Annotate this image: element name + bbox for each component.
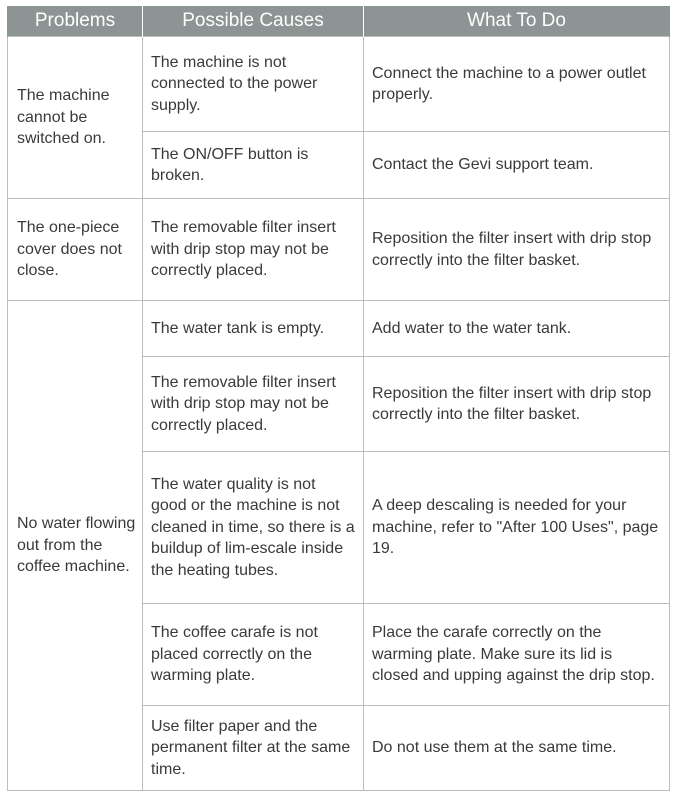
- action-cell: Contact the Gevi support team.: [364, 132, 670, 199]
- cause-cell: The removable filter insert with drip stop may not be correctly placed.: [143, 357, 364, 452]
- cause-cell: The water tank is empty.: [143, 301, 364, 357]
- action-cell: Place the carafe correctly on the warming plate. Make sure its lid is closed and upping against the drip stop.: [364, 604, 670, 706]
- problem-cell: The one-piece cover does not close.: [8, 199, 143, 301]
- table-row: [8, 37, 670, 132]
- action-cell: Reposition the filter insert with drip stop correctly into the filter basket.: [364, 357, 670, 452]
- header-what-to-do: What To Do: [364, 6, 670, 37]
- cause-cell: The removable filter insert with drip stop may not be correctly placed.: [143, 199, 364, 301]
- table-row: [8, 199, 670, 301]
- action-cell: Connect the machine to a power outlet properly.: [364, 37, 670, 132]
- action-cell: Reposition the filter insert with drip stop correctly into the filter basket.: [364, 199, 670, 301]
- table-row: [8, 301, 670, 357]
- problem-cell: The machine cannot be switched on.: [8, 37, 143, 199]
- header-problems: Problems: [8, 6, 143, 37]
- action-cell: Add water to the water tank.: [364, 301, 670, 357]
- table-header-row: [8, 6, 670, 37]
- action-cell: A deep descaling is needed for your machine, refer to "After 100 Uses", page 19.: [364, 452, 670, 604]
- cause-cell: The ON/OFF button is broken.: [143, 132, 364, 199]
- problem-cell: No water flowing out from the coffee machine.: [8, 301, 143, 791]
- cause-cell: The machine is not connected to the power supply.: [143, 37, 364, 132]
- troubleshooting-table: [7, 6, 670, 791]
- action-cell: Do not use them at the same time.: [364, 706, 670, 791]
- cause-cell: Use filter paper and the permanent filter at the same time.: [143, 706, 364, 791]
- cause-cell: The coffee carafe is not placed correctly on the warming plate.: [143, 604, 364, 706]
- header-possible-causes: Possible Causes: [143, 6, 364, 37]
- cause-cell: The water quality is not good or the machine is not cleaned in time, so there is a buildup of lim-escale inside the heating tubes.: [143, 452, 364, 604]
